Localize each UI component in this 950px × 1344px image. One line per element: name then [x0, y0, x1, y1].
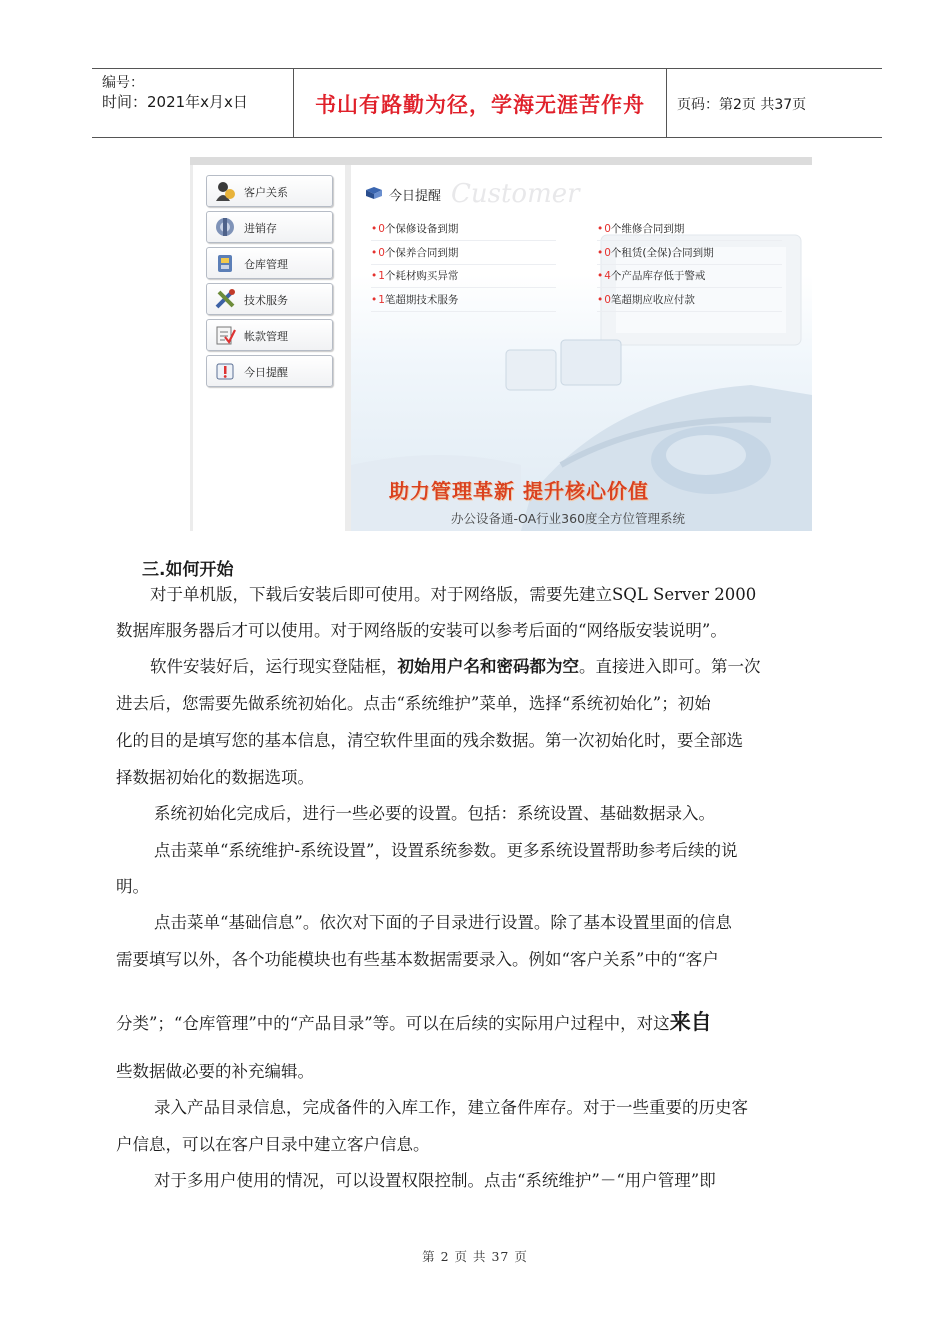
inventory-icon: [214, 216, 236, 238]
reminder-item[interactable]: •0个维修合同到期: [597, 221, 782, 241]
slogan-subtitle: 办公设备通-OA行业360度全方位管理系统: [451, 511, 686, 526]
time-label: 时间：2021年x月x日: [102, 93, 248, 111]
book-icon: [365, 186, 383, 200]
nav-label: 进销存: [244, 222, 277, 235]
paragraph-line: 化的目的是填写您的基本信息，清空软件里面的残余数据。第一次初始化时，要全部选: [116, 731, 743, 750]
reminder-item[interactable]: •0个租赁(全保)合同到期: [597, 245, 782, 265]
reminder-item[interactable]: •1笔超期技术服务: [371, 292, 556, 312]
reminder-item[interactable]: •0笔超期应收应付款: [597, 292, 782, 312]
reminder-item[interactable]: •4个产品库存低于警戒: [597, 268, 782, 288]
page-label: 页码：第2页 共37页: [677, 97, 807, 113]
warehouse-icon: [214, 252, 236, 274]
panel-title: 今日提醒: [389, 189, 442, 204]
slogan: 助力管理革新 提升核心价值: [389, 479, 649, 503]
alert-icon: [214, 360, 236, 382]
nav-warehouse[interactable]: [206, 247, 333, 279]
paragraph-line: 数据库服务器后才可以使用。对于网络版的安装可以参考后面的“网络版安装说明”。: [116, 621, 727, 640]
paragraph-line: 需要填写以外，各个功能模块也有些基本数据需要录入。例如“客户关系”中的“客户: [116, 950, 719, 969]
paragraph-line: 软件安装好后，运行现实登陆框，初始用户名和密码都为空。直接进入即可。第一次: [150, 657, 761, 676]
page-header: [92, 68, 882, 138]
nav-today-reminder[interactable]: [206, 355, 333, 387]
nav-label: 仓库管理: [244, 258, 288, 271]
software-screenshot: [190, 157, 812, 531]
watermark: Customer: [451, 179, 580, 209]
nav-label: 客户关系: [244, 186, 288, 199]
large-text: 来自: [669, 1010, 712, 1034]
customer-icon: [214, 180, 236, 202]
bold-text: 初始用户名和密码都为空: [397, 657, 579, 676]
nav-customer-relations[interactable]: [206, 175, 333, 207]
ledger-icon: [214, 324, 236, 346]
top-bar: [190, 157, 812, 165]
nav-label: 今日提醒: [244, 366, 288, 379]
reminder-item[interactable]: •1个耗材购买异常: [371, 268, 556, 288]
nav-label: 帐款管理: [244, 330, 288, 343]
header-meta-cell: [92, 69, 292, 137]
motto: 书山有路勤为径，学海无涯苦作舟: [315, 93, 645, 117]
paragraph-line: 点击菜单“基础信息”。依次对下面的子目录进行设置。除了基本设置里面的信息: [154, 913, 732, 932]
nav-label: 技术服务: [244, 294, 288, 307]
reminder-item[interactable]: •0个保修设备到期: [371, 221, 556, 241]
reminder-panel: [351, 165, 812, 531]
paragraph-line: 对于单机版，下载后安装后即可使用。对于网络版，需要先建立SQL Server 2000: [150, 585, 757, 604]
header-page-cell: [667, 69, 882, 137]
tools-icon: [214, 288, 236, 310]
sidebar: [193, 165, 345, 531]
paragraph-line: 些数据做必要的补充编辑。: [116, 1062, 314, 1081]
nav-inventory[interactable]: [206, 211, 333, 243]
section-heading: 三.如何开始: [142, 560, 234, 580]
paragraph-line: 对于多用户使用的情况，可以设置权限控制。点击“系统维护”－“用户管理”即: [154, 1171, 716, 1190]
page-footer: 第 2 页 共 37 页: [422, 1249, 528, 1264]
header-motto-cell: [293, 69, 667, 137]
number-label: 编号：: [102, 75, 144, 91]
nav-accounts[interactable]: [206, 319, 333, 351]
paragraph-line: 进去后，您需要先做系统初始化。点击“系统维护”菜单，选择“系统初始化”；初始: [116, 694, 711, 713]
paragraph-line: 择数据初始化的数据选项。: [116, 768, 314, 787]
paragraph-line: 户信息，可以在客户目录中建立客户信息。: [116, 1135, 430, 1154]
paragraph-line: 系统初始化完成后，进行一些必要的设置。包括：系统设置、基础数据录入。: [154, 804, 715, 823]
nav-tech-service[interactable]: [206, 283, 333, 315]
paragraph-line: 点击菜单“系统维护-系统设置”，设置系统参数。更多系统设置帮助参考后续的说: [154, 841, 738, 860]
paragraph-line: 明。: [116, 877, 149, 896]
paragraph-line: 分类”；“仓库管理”中的“产品目录”等。可以在后续的实际用户过程中，对这来自: [116, 1010, 712, 1034]
paragraph-line: 录入产品目录信息，完成备件的入库工作，建立备件库存。对于一些重要的历史客: [154, 1098, 748, 1117]
reminder-item[interactable]: •0个保养合同到期: [371, 245, 556, 265]
